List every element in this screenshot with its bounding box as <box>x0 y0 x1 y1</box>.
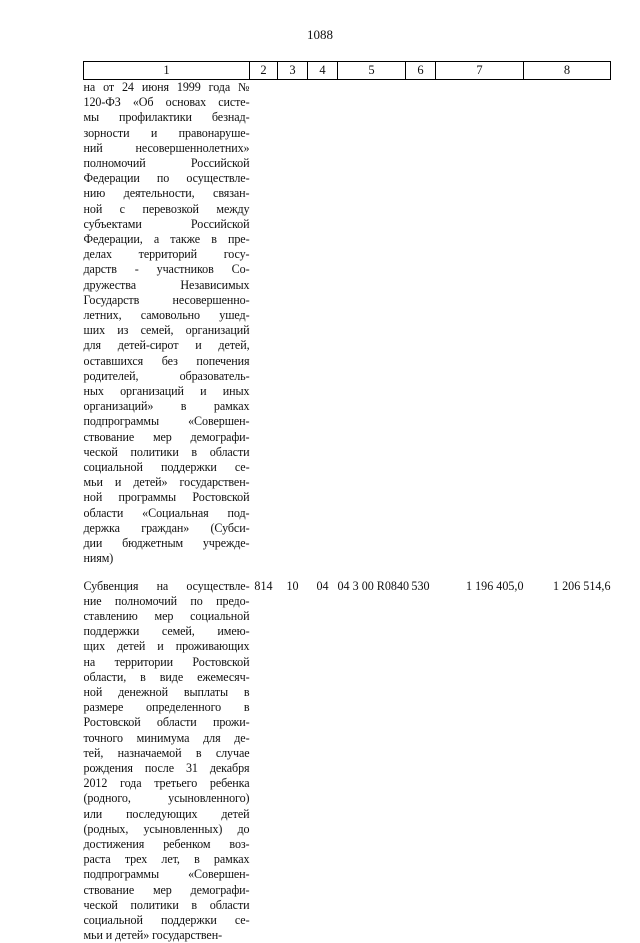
description-line: ных организаций и иных <box>84 384 250 399</box>
description-line: мы профилактики безнад- <box>84 110 250 125</box>
description-line: Ростовской области прожи- <box>84 715 250 730</box>
row-spacer <box>84 567 611 579</box>
description-line: ставлению мер социальной <box>84 609 250 624</box>
description-line: ствование мер демографи- <box>84 883 250 898</box>
ministry-code-cell: 814 <box>250 579 278 943</box>
section-code-cell <box>278 80 308 567</box>
description-line: субъектами Российской <box>84 217 250 232</box>
description-line: тей, назначаемой в случае <box>84 746 250 761</box>
description-line: дарств - участников Со- <box>84 262 250 277</box>
amount-year1-cell <box>436 80 524 567</box>
description-line: раста трех лет, в рамках <box>84 852 250 867</box>
description-line: на территории Ростовской <box>84 655 250 670</box>
section-code-cell: 10 <box>278 579 308 943</box>
description-line: социальной поддержки се- <box>84 460 250 475</box>
column-header: 5 <box>338 62 406 80</box>
description-line: ниям) <box>84 551 250 566</box>
subsection-code-cell <box>308 80 338 567</box>
column-header: 6 <box>406 62 436 80</box>
description-line: нию деятельности, связан- <box>84 186 250 201</box>
description-line: ной денежной выплаты в <box>84 685 250 700</box>
description-line: для детей-сирот и детей, <box>84 338 250 353</box>
description-line: ной программы Ростовской <box>84 490 250 505</box>
description-line: 2012 года третьего ребенка <box>84 776 250 791</box>
description-line: дружества Независимых <box>84 278 250 293</box>
description-line: мьи и детей» государствен- <box>84 475 250 490</box>
description-line: подпрограммы «Совершен- <box>84 867 250 882</box>
description-line: размере определенного в <box>84 700 250 715</box>
expense-type-cell: 530 <box>406 579 436 943</box>
page-number: 1088 <box>0 27 640 43</box>
subsection-code-cell: 04 <box>308 579 338 943</box>
target-article-cell: 04 3 00 R0840 <box>338 579 406 943</box>
amount-year2-cell: 1 206 514,6 <box>524 579 611 943</box>
target-article-cell <box>338 80 406 567</box>
description-line: мьи и детей» государствен- <box>84 928 250 943</box>
ministry-code-cell <box>250 80 278 567</box>
description-line: социальной поддержки се- <box>84 913 250 928</box>
expense-type-cell <box>406 80 436 567</box>
description-line: области, в виде ежемесяч- <box>84 670 250 685</box>
description-cell <box>84 80 250 567</box>
description-line: подпрограммы «Совершен- <box>84 414 250 429</box>
description-line: поддержки семей, имею- <box>84 624 250 639</box>
description-line: ствование мер демографи- <box>84 430 250 445</box>
column-header: 7 <box>436 62 524 80</box>
description-line: рождения после 31 декабря <box>84 761 250 776</box>
description-line: организаций» в рамках <box>84 399 250 414</box>
description-line: Субвенция на осуществле- <box>84 579 250 594</box>
description-line: родителей, образователь- <box>84 369 250 384</box>
description-line: зорности и правонаруше- <box>84 126 250 141</box>
column-header: 1 <box>84 62 250 80</box>
description-line: ний несовершеннолетних» <box>84 141 250 156</box>
amount-year1-cell: 1 196 405,0 <box>436 579 524 943</box>
description-line: (родных, усыновленных) до <box>84 822 250 837</box>
amount-year2-cell <box>524 80 611 567</box>
description-line: щих детей и проживающих <box>84 639 250 654</box>
description-line: на от 24 июня 1999 года № <box>84 80 250 95</box>
description-line: достижения ребенком воз- <box>84 837 250 852</box>
description-line: 120-ФЗ «Об основах систе- <box>84 95 250 110</box>
budget-table <box>83 61 611 943</box>
description-line: ной с перевозкой между <box>84 202 250 217</box>
table-header-row <box>84 62 611 80</box>
description-line: Государств несовершенно- <box>84 293 250 308</box>
column-header: 3 <box>278 62 308 80</box>
description-line: (родного, усыновленного) <box>84 791 250 806</box>
column-header: 4 <box>308 62 338 80</box>
column-header: 2 <box>250 62 278 80</box>
description-line: ческой политики в области <box>84 445 250 460</box>
description-line: ших из семей, организаций <box>84 323 250 338</box>
description-line: ческой политики в области <box>84 898 250 913</box>
description-line: летних, самовольно ушед- <box>84 308 250 323</box>
description-line: или последующих детей <box>84 807 250 822</box>
description-line: оставшихся без попечения <box>84 354 250 369</box>
description-line: Федерации по осуществле- <box>84 171 250 186</box>
description-line: дии бюджетным учрежде- <box>84 536 250 551</box>
row-spacer-cell <box>84 567 611 579</box>
table-row <box>84 579 611 943</box>
description-line: области «Социальная под- <box>84 506 250 521</box>
description-line: Федерации, а также в пре- <box>84 232 250 247</box>
description-cell <box>84 579 250 943</box>
column-header: 8 <box>524 62 611 80</box>
description-line: делах территорий госу- <box>84 247 250 262</box>
description-line: точного минимума для де- <box>84 731 250 746</box>
description-line: ние полномочий по предо- <box>84 594 250 609</box>
table-row <box>84 80 611 567</box>
description-line: держка граждан» (Субси- <box>84 521 250 536</box>
description-line: полномочий Российской <box>84 156 250 171</box>
